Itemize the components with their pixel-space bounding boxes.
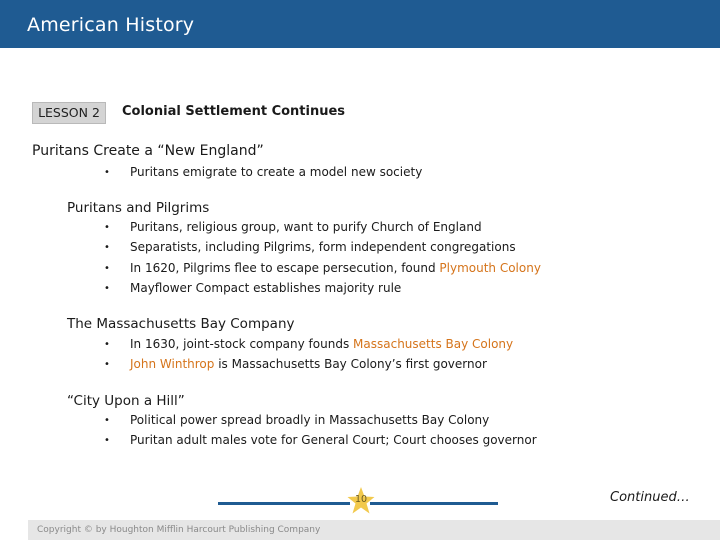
bullet-text: Puritan adult males vote for General Court; Court chooses governor (130, 433, 537, 447)
section-heading-new-england: Puritans Create a “New England” (32, 143, 264, 159)
bullet-dot: • (104, 167, 110, 178)
bullet-text: Mayflower Compact establishes majority rule (130, 281, 402, 295)
footer-rule-left (218, 502, 350, 505)
section-heading-city-upon-a-hill: “City Upon a Hill” (67, 393, 185, 409)
lesson-badge: LESSON 2 (32, 102, 106, 124)
bullet-item (104, 413, 490, 427)
bullet-text: is Massachusetts Bay Colony’s first governor (214, 357, 487, 371)
bullet-item (104, 165, 423, 179)
highlight-term-plymouth-colony: Plymouth Colony (439, 261, 541, 275)
bullet-dot: • (104, 242, 110, 253)
bullet-text: In 1620, Pilgrims flee to escape persecution, found (130, 261, 440, 275)
bullet-item (104, 240, 516, 254)
app-title: American History (27, 14, 195, 36)
bullet-dot: • (104, 339, 110, 350)
bullet-dot: • (104, 435, 110, 446)
bullet-item (104, 281, 402, 295)
bullet-text: In 1630, joint-stock company founds (130, 337, 354, 351)
footer-rule-right (370, 502, 498, 505)
section-heading-puritans-pilgrims: Puritans and Pilgrims (67, 200, 210, 216)
bullet-text: Political power spread broadly in Massachusetts Bay Colony (130, 413, 490, 427)
bullet-item (104, 261, 541, 275)
bullet-text: Puritans emigrate to create a model new society (130, 165, 423, 179)
title-bar (0, 0, 720, 48)
bullet-dot: • (104, 415, 110, 426)
highlight-term-massachusetts-bay-colony: Massachusetts Bay Colony (353, 337, 514, 351)
bullet-text: Puritans, religious group, want to purify Church of England (130, 220, 482, 234)
lesson-title: Colonial Settlement Continues (122, 104, 346, 119)
copyright-text: Copyright © by Houghton Mifflin Harcourt Publishing Company (37, 525, 321, 535)
bullet-dot: • (104, 222, 110, 233)
section-heading-massachusetts-bay-company: The Massachusetts Bay Company (67, 316, 295, 332)
page-number: 10 (354, 494, 368, 505)
bullet-dot: • (104, 359, 110, 370)
bullet-item (104, 433, 537, 447)
bullet-item (104, 220, 482, 234)
bullet-dot: • (104, 263, 110, 274)
bullet-dot: • (104, 283, 110, 294)
continued-label: Continued… (610, 490, 690, 505)
copyright-bar (28, 520, 720, 540)
bullet-item (104, 337, 514, 351)
bullet-text: Separatists, including Pilgrims, form independent congregations (130, 240, 516, 254)
highlight-term-john-winthrop: John Winthrop (130, 357, 215, 371)
bullet-item (104, 357, 487, 371)
